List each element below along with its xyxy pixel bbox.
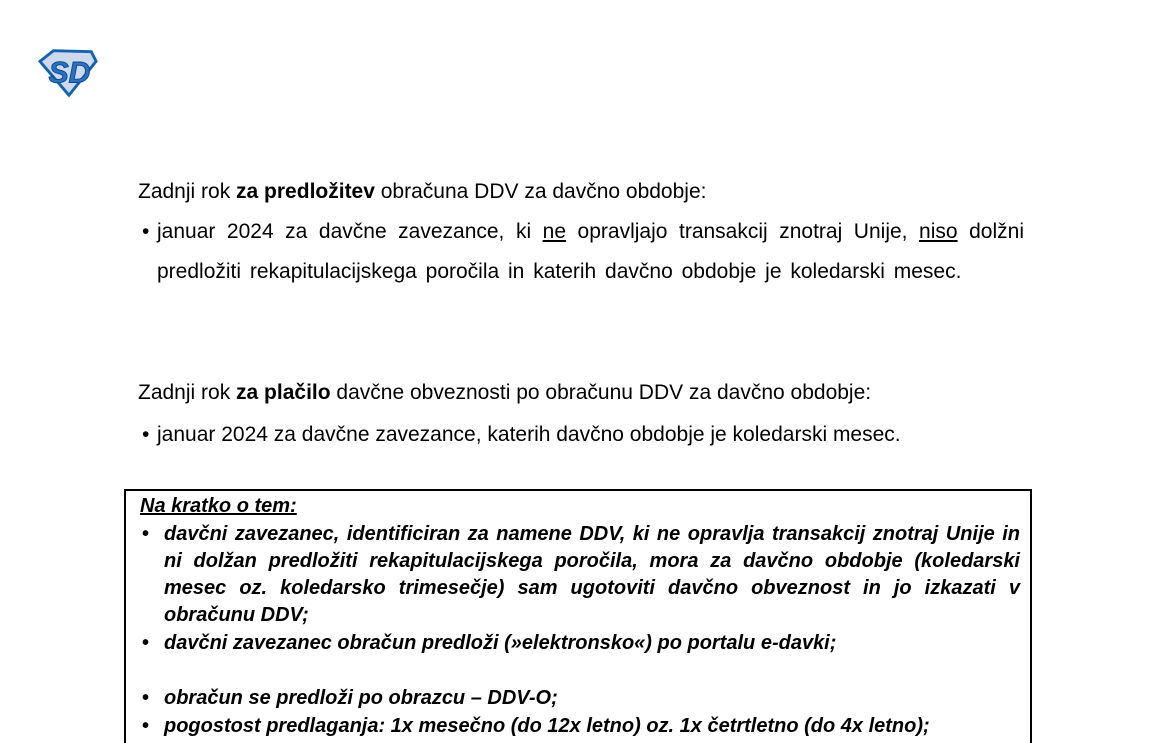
summary-box-title: Na kratko o tem:: [140, 495, 297, 517]
heading-placilo: [138, 373, 1030, 413]
list-item: [138, 212, 1024, 292]
sd-shield-logo-icon: [37, 46, 99, 98]
bullet-text-segment: januar 2024 za davčne zavezance, katerih davčno obdobje je koledarski mesec.: [157, 423, 901, 446]
logo-letters: SD: [48, 56, 91, 90]
heading-predlozitev-suffix: obračuna DDV za davčno obdobje:: [374, 180, 707, 203]
logo-svg: [37, 46, 99, 98]
heading-placilo-prefix: Zadnji rok: [138, 381, 237, 404]
list-item: • davčni zavezanec, identificiran za namene DDV, ki ne opravlja transakcij znotraj Unije in ni dolžan predložiti rekapitulacijskega poročila, mora za davčno obdobje (koledarski mesec oz. koledarsko trimesečje) sam ugotoviti davčno obveznost in jo izkazati v obračunu DDV;: [140, 521, 1020, 629]
heading-predlozitev-bold: za predložitev: [236, 180, 375, 203]
bullet-text-segment: januar 2024 za davčne zavezance, ki: [157, 220, 543, 243]
list-item: [138, 415, 1024, 455]
heading-predlozitev: [138, 172, 1030, 212]
list-item: • pogostost predlaganja: 1x mesečno (do 12x letno) oz. 1x četrtletno (do 4x letno);: [140, 713, 1020, 740]
heading-placilo-bold: za plačilo: [236, 381, 331, 404]
bullet-text-segment: opravljajo transakcij znotraj Unije,: [566, 220, 920, 243]
blank-line: [140, 657, 1020, 684]
list-item: • obračun se predloži po obrazcu – DDV-O;: [140, 685, 1020, 712]
heading-predlozitev-prefix: Zadnji rok: [138, 180, 237, 203]
summary-box-list-continued: [140, 685, 1020, 740]
heading-placilo-suffix: davčne obveznosti po obračunu DDV za davčno obdobje:: [330, 381, 872, 404]
bullet-list-placilo: [138, 415, 1024, 455]
bullet-list-predlozitev: [138, 212, 1024, 292]
summary-box-list: [140, 521, 1020, 657]
underlined-word-niso: niso: [919, 220, 958, 243]
summary-box: [124, 489, 1032, 743]
underlined-word-ne: ne: [542, 220, 567, 243]
bullet-text-segment: dolžni predložiti rekapitulacijskega poročila in katerih davčno obdobje je koledarski mesec.: [157, 220, 1024, 283]
list-item: • davčni zavezanec obračun predloži (»elektronsko«) po portalu e-davki;: [140, 630, 1020, 657]
